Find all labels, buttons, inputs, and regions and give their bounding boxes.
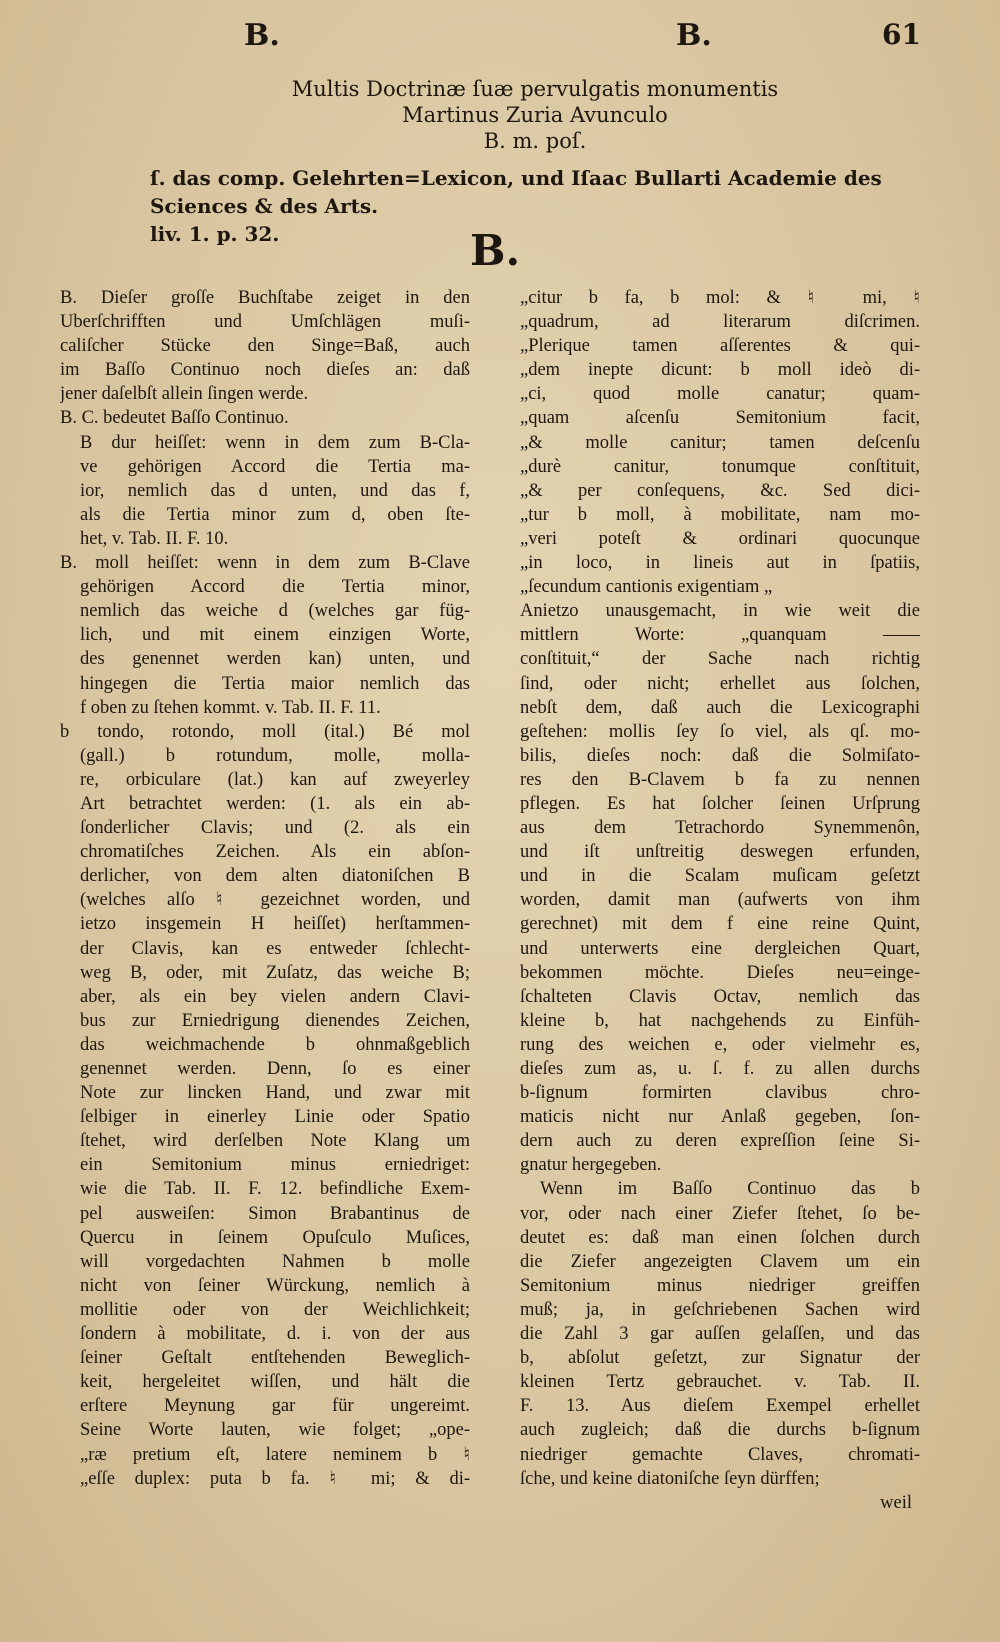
text-line: im Baſſo Continuo noch dieſes an: daß — [60, 360, 470, 381]
text-line: deutet es: daß man einen ſolchen durch — [520, 1227, 920, 1248]
section-heading: B. — [470, 226, 521, 275]
text-line: kleine b, hat nachgehends zu Einfüh- — [520, 1010, 920, 1031]
text-line: wie die Tab. II. F. 12. befindliche Exem- — [80, 1179, 470, 1200]
text-line: „ci, quod molle canatur; quam- — [520, 384, 920, 405]
text-line: dieſes zum as, u. ſ. f. zu allen durchs — [520, 1059, 920, 1079]
text-line: Quercu in ſeinem Opuſculo Muſices, — [80, 1227, 470, 1248]
text-line: „durè canitur, tonumque conſtituit, — [520, 456, 920, 477]
text-line: dern auch zu deren expreſſion ſeine Si- — [520, 1131, 920, 1152]
text-line: pflegen. Es hat ſolcher ſeinen Urſprung — [520, 793, 920, 814]
text-line: Semitonium minus niedriger greiffen — [520, 1275, 920, 1296]
text-line: lich, und mit einem einzigen Worte, — [80, 625, 470, 646]
text-line: nicht von ſeiner Würckung, nemlich à — [80, 1275, 470, 1296]
text-line: b tondo, rotondo, moll (ital.) Bé mol — [60, 721, 470, 742]
text-line: auch zugleich; daß die durchs b-ſignum — [520, 1420, 920, 1441]
running-head-left: B. — [244, 18, 280, 53]
text-line: das weichmachende b ohnmaßgeblich — [80, 1034, 470, 1055]
text-line: bekommen möchte. Dieſes neu=einge- — [520, 962, 920, 983]
text-line: die Ziefer angezeigten Clavem um ein — [520, 1251, 920, 1272]
text-line: geſtehen: mollis ſey ſo viel, als qſ. mo- — [520, 721, 920, 742]
text-line: maticis nicht nur Anlaß gegeben, ſon- — [520, 1107, 920, 1128]
text-line: „veri poteſt & ordinari quocunque — [520, 528, 920, 549]
text-line: „in loco, in lineis aut in ſpatiis, — [520, 553, 920, 574]
text-line: caliſcher Stücke den Singe=Baß, auch — [60, 336, 470, 357]
text-line: B dur heiſſet: wenn in dem zum B-Cla- — [80, 432, 470, 453]
text-line: niedriger gemachte Claves, chromati- — [520, 1444, 920, 1465]
text-line: und iſt unſtreitig deswegen erfunden, — [520, 842, 920, 863]
text-line: b, abſolut geſetzt, zur Signatur der — [520, 1348, 920, 1369]
text-line: ſind, oder nicht; erhellet aus ſolchen, — [520, 673, 920, 694]
text-line: „dem inepte dicunt: b moll ideò di- — [520, 360, 920, 381]
citation-line: liv. 1. p. 32. — [150, 222, 280, 246]
text-line: muß; ja, in geſchriebenen Sachen wird — [520, 1299, 920, 1320]
text-line: „& molle canitur; tamen deſcenſu — [520, 432, 920, 453]
text-line: keit, hergeleitet wiſſen, und hält die — [80, 1372, 470, 1393]
text-line: worden, damit man (aufwerts von ihm — [520, 890, 920, 911]
text-line: (welches alſo ♮ gezeichnet worden, und — [80, 890, 470, 911]
right-column — [520, 286, 920, 1515]
text-line: jener daſelbſt allein ſingen werde. — [60, 384, 309, 405]
text-line: nemlich das weiche d (welches gar füg- — [80, 601, 470, 622]
text-line: B. Dieſer groſſe Buchſtabe zeiget in den — [60, 288, 470, 308]
text-line: „ræ pretium eſt, latere neminem b ♮ — [80, 1444, 470, 1465]
text-line: derlicher, von dem alten diatoniſchen B — [80, 866, 470, 887]
left-column — [60, 286, 470, 1491]
text-line: b-ſignum formirten clavibus chro- — [520, 1083, 920, 1104]
text-line: gnatur hergegeben. — [520, 1155, 662, 1176]
page-number: 61 — [882, 18, 921, 51]
text-line: B. C. bedeutet Baſſo Continuo. — [60, 408, 289, 429]
text-line: gehörigen Accord die Tertia minor, — [80, 577, 470, 598]
text-line: genennet werden. Denn, ſo es einer — [80, 1059, 470, 1079]
text-line: gerechnet) mit dem f eine reine Quint, — [520, 914, 920, 935]
text-line: het, v. Tab. II. F. 10. — [80, 528, 229, 549]
text-line: der Clavis, kan es entweder ſchlecht- — [80, 938, 470, 959]
text-line: weil — [880, 1492, 912, 1513]
intro-block — [150, 76, 920, 248]
text-line: (gall.) b rotundum, molle, molla- — [80, 745, 470, 766]
text-line: „tur b moll, à mobilitate, nam mo- — [520, 504, 920, 525]
text-line: ietzo insgemein H heiſſet) herſtammen- — [80, 914, 470, 935]
text-line: „quadrum, ad literarum diſcrimen. — [520, 312, 920, 333]
text-line: ein Semitonium minus erniedriget: — [80, 1155, 470, 1176]
text-line: ve gehörigen Accord die Tertia ma- — [80, 456, 470, 477]
text-line: ſtehet, wird derſelben Note Klang um — [80, 1131, 470, 1152]
text-line: „Plerique tamen aſſerentes & qui- — [520, 336, 920, 357]
text-line: Wenn im Baſſo Continuo das b — [540, 1179, 920, 1200]
text-line: Anietzo unausgemacht, in wie weit die — [520, 601, 920, 622]
text-line: rung des weichen e, oder vielmehr es, — [520, 1034, 920, 1055]
text-line: pel ausweiſen: Simon Brabantinus de — [80, 1203, 470, 1224]
text-line: „citur b fa, b mol: & ♮ mi, ♮ — [520, 288, 920, 308]
text-line: bus zur Erniedrigung dienendes Zeichen, — [80, 1010, 470, 1031]
text-line: Art betrachtet werden: (1. als ein ab- — [80, 793, 470, 814]
text-line: „& per conſequens, &c. Sed dici- — [520, 480, 920, 501]
text-line: mollitie oder von der Weichlichkeit; — [80, 1299, 470, 1320]
text-line: kleinen Tertz gebrauchet. v. Tab. II. — [520, 1372, 920, 1393]
text-line: nebſt dem, daß auch die Lexicographi — [520, 697, 920, 718]
text-line: bilis, dieſes noch: daß die Solmiſato- — [520, 745, 920, 766]
text-line: „ſecundum cantionis exigentiam „ — [520, 577, 773, 598]
text-line: ſchalteten Clavis Octav, nemlich das — [520, 986, 920, 1007]
text-line: des genennet werden kan) unten, und — [80, 649, 470, 670]
text-line: ſondern à mobilitate, d. i. von der aus — [80, 1324, 470, 1345]
text-line: f oben zu ſtehen kommt. v. Tab. II. F. 11. — [80, 697, 381, 718]
text-line: ſelbiger in einerley Linie oder Spatio — [80, 1107, 470, 1128]
text-line: und in die Scalam muſicam geſetzt — [520, 866, 920, 887]
text-line: re, orbiculare (lat.) kan auf zweyerley — [80, 769, 470, 790]
text-line: ſonderlicher Clavis; und (2. als ein — [80, 818, 470, 839]
text-line: will vorgedachten Nahmen b molle — [80, 1251, 470, 1272]
text-line: res den B-Clavem b fa zu nennen — [520, 769, 920, 790]
text-line: aber, als ein bey vielen andern Clavi- — [80, 986, 470, 1007]
citation-line: ſ. das comp. Gelehrten=Lexicon, und Iſaac Bullarti Academie des Sciences & des Arts. — [150, 166, 882, 218]
text-line: Note zur lincken Hand, und zwar mit — [80, 1083, 470, 1104]
epitaph-line: Martinus Zuria Avunculo — [402, 103, 668, 127]
text-line: ior, nemlich das d unten, und das f, — [80, 480, 470, 501]
text-line: vor, oder nach einer Ziefer ſtehet, ſo be- — [520, 1203, 920, 1224]
epitaph-line: Multis Doctrinæ ſuæ pervulgatis monumentis — [291, 77, 779, 101]
text-line: ſche, und keine diatoniſche ſeyn dürffen; — [520, 1468, 820, 1489]
text-line: hingegen die Tertia maior nemlich das — [80, 673, 470, 694]
text-line: Uberſchrifften und Umſchlägen muſi- — [60, 312, 470, 333]
text-line: Seine Worte lauten, wie folget; „ope- — [80, 1420, 470, 1441]
text-line: weg B, oder, mit Zuſatz, das weiche B; — [80, 962, 470, 983]
text-line: chromatiſches Zeichen. Als ein abſon- — [80, 842, 470, 863]
text-line: mittlern Worte: „quanquam —— — [520, 625, 920, 646]
running-head-center: B. — [676, 18, 712, 53]
epitaph-line: B. m. poſ. — [483, 129, 587, 153]
text-line: conſtituit,“ der Sache nach richtig — [520, 649, 920, 670]
text-line: B. moll heiſſet: wenn in dem zum B-Clave — [60, 553, 470, 574]
text-line: und unterwerts eine dergleichen Quart, — [520, 938, 920, 959]
text-line: aus dem Tetrachordo Synemmenôn, — [520, 818, 920, 839]
text-line: die Zahl 3 gar auſſen gelaſſen, und das — [520, 1324, 920, 1345]
text-line: F. 13. Aus dieſem Exempel erhellet — [520, 1396, 920, 1417]
text-line: erſtere Meynung gar für ungereimt. — [80, 1396, 470, 1417]
text-line: „eſſe duplex: puta b fa. ♮ mi; & di- — [80, 1468, 470, 1489]
text-line: als die Tertia minor zum d, oben ſte- — [80, 504, 470, 525]
text-line: ſeiner Geſtalt entſtehenden Beweglich- — [80, 1348, 470, 1369]
text-line: „quam aſcenſu Semitonium facit, — [520, 408, 920, 429]
